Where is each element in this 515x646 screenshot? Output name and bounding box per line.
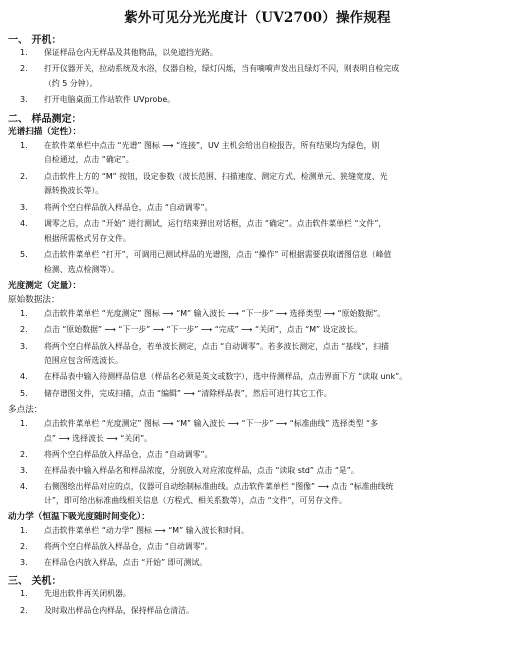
- text-line: 计”，即可给出标准曲线相关信息（方程式、相关系数等），点击 “文件”，可另存文件。: [44, 496, 347, 505]
- list-number: 3.: [20, 202, 28, 212]
- list-number: 2.: [20, 171, 28, 181]
- list-text: [44, 417, 514, 446]
- text-line: 点击软件菜单栏 “打开”，可调用已测试样品的光谱图，点击 “操作” 可根据需要获取谱图信息（峰值: [44, 250, 392, 259]
- section-heading-startup: 一、 开机：: [8, 35, 62, 46]
- text-line: 右侧图绘出样品对应的点，仪器可自动绘制标准曲线。点击软件菜单栏 “图像” ⟶ 点击 “标准曲线统: [44, 481, 394, 491]
- list-text: [44, 340, 514, 369]
- list-number: 1.: [20, 48, 28, 57]
- text-line: 储存谱图文件，完成扫描，点击 “编辑” ⟶ “清除样品表”，然后可进行其它工作。: [44, 388, 332, 398]
- text-line: 及时取出样品仓内样品，保持样品仓清洁。: [44, 605, 194, 615]
- list-number: 2.: [20, 325, 28, 335]
- list-text: [44, 587, 514, 602]
- list-text: [44, 540, 514, 555]
- text-line: 将两个空白样品放入样品仓，点击 “自动调零”。: [44, 202, 213, 212]
- text-line: 检测、选点检测等）。: [44, 264, 119, 274]
- list-text: [44, 524, 514, 539]
- text-line: 先退出软件再关闭机器。: [44, 589, 131, 598]
- subsection-heading-photometric: 光度测定（定量）：: [8, 281, 82, 291]
- list-number: 3.: [20, 558, 28, 567]
- text-line: 源转换波长等）。: [44, 186, 104, 195]
- method-label-multipoint: 多点法：: [8, 405, 43, 415]
- text-line: 在样品表中输入样品名和样品浓度，分别放入对应浓度样品，点击 “读取 std” 点击 “是”。: [44, 465, 359, 475]
- list-text: [44, 170, 514, 199]
- section-heading-shutdown: 三、 关机：: [8, 576, 62, 587]
- list-text: [44, 448, 514, 463]
- page-title: 紫外可见分光光度计（UV2700）操作规程: [124, 10, 391, 26]
- text-line: 根据所需格式另存文件。: [44, 233, 131, 243]
- list-text: [44, 480, 514, 509]
- list-number: 4.: [20, 372, 28, 382]
- list-text: [44, 62, 514, 91]
- text-line: 点击软件菜单栏 “光度测定” 图标 ⟶ “M” 输入波长 ⟶ “下一步” ⟶ “标准曲线” 选择类型 “多: [44, 419, 378, 428]
- text-line: 调零之后，点击 “开始” 进行测试，运行结束弹出对话框，点击 “确定”。点击软件菜单栏 “文件”，: [44, 219, 387, 228]
- list-number: 5.: [20, 388, 28, 398]
- list-number: 1.: [20, 526, 28, 535]
- text-line: 点击软件菜单栏 “动力学” 图标 ⟶ “M” 输入波长和时间。: [44, 526, 249, 535]
- list-text: [44, 93, 514, 108]
- method-label-original: 原始数据法：: [8, 295, 60, 305]
- list-text: [44, 139, 514, 168]
- text-line: 保证样品仓内无样品及其他物品，以免遮挡光路。: [44, 48, 218, 57]
- text-line: 在样品表中输入待测样品信息（样品名必须是英文或数字），选中待测样品，点击界面下方 “读取 unk”。: [44, 372, 408, 382]
- subsection-heading-spectrum: 光谱扫描（定性）：: [8, 126, 82, 137]
- list-number: 2.: [20, 449, 28, 459]
- text-line: 打开仪器开关，拉动系统及水浴，仪器自检，绿灯闪烁，当有嘀嗬声发出且绿灯不闪，则表明自检完成: [44, 64, 400, 73]
- list-text: [44, 201, 514, 216]
- list-number: 3.: [20, 341, 28, 351]
- text-line: 将两个空白样品放入样品仓，点击 “自动调零”。: [44, 542, 213, 551]
- list-number: 1.: [20, 589, 28, 598]
- list-text: [44, 217, 514, 246]
- section-heading-measurement: 二、 样品测定：: [8, 113, 82, 125]
- list-number: 2.: [20, 64, 28, 73]
- list-text: [44, 370, 514, 385]
- text-line: 点击软件菜单栏 “光度测定” 图标 ⟶ “M” 输入波长 ⟶ “下一步” ⟶ 选择类型 ⟶ “原始数据”。: [44, 309, 386, 318]
- list-text: [44, 323, 514, 338]
- list-number: 4.: [20, 481, 28, 491]
- list-text: [44, 464, 514, 479]
- text-line: 自检通过，点击 “确定”。: [44, 155, 134, 164]
- list-number: 2.: [20, 542, 28, 551]
- list-number: 5.: [20, 250, 28, 259]
- list-number: 1.: [20, 419, 28, 428]
- list-number: 2.: [20, 605, 28, 615]
- list-text: [44, 248, 514, 277]
- subsection-heading-kinetics: 动力学（恒温下吸光度随时间变化）：: [8, 512, 150, 522]
- text-line: 在软件菜单栏中点击 “光谱” 图标 ⟶ “连接”，UV 主机会给出自检报告，所有结果均为绿色，则: [44, 140, 380, 150]
- list-text: [44, 46, 514, 61]
- text-line: 点击 “原始数据” ⟶ “下一步” ⟶ “下一步” ⟶ “完成” ⟶ “关闭”，点击 “M” 设定波长。: [44, 325, 363, 335]
- text-line: 范围应包含所选波长。: [44, 356, 123, 366]
- text-line: 将两个空白样品放入样品仓，点击 “自动调零”。: [44, 449, 213, 459]
- list-number: 1.: [20, 309, 28, 318]
- text-line: 点击软件上方的 “M” 按钮，设定参数（波长范围、扫描速度、测定方式、检测单元、狭缝宽度、光: [44, 171, 388, 181]
- text-line: 点” ⟶ 选择波长 ⟶ “关闭”。: [44, 433, 153, 443]
- list-number: 3.: [20, 465, 28, 475]
- list-number: 4.: [20, 219, 28, 228]
- text-line: 在样品仓内放入样品，点击 “开始” 即可测试。: [44, 558, 208, 567]
- list-text: [44, 387, 514, 402]
- list-number: 1.: [20, 140, 28, 150]
- list-text: [44, 556, 514, 571]
- list-number: 3.: [20, 94, 28, 104]
- text-line: （约 5 分钟）。: [44, 78, 98, 88]
- list-text: [44, 307, 514, 322]
- text-line: 将两个空白样品放入样品仓，若单波长测定，点击 “自动调零”。若多波长测定，点击 “基线”，扫描: [44, 341, 389, 351]
- list-text: [44, 604, 514, 619]
- text-line: 打开电脑桌面工作站软件 UVprobe。: [44, 94, 176, 104]
